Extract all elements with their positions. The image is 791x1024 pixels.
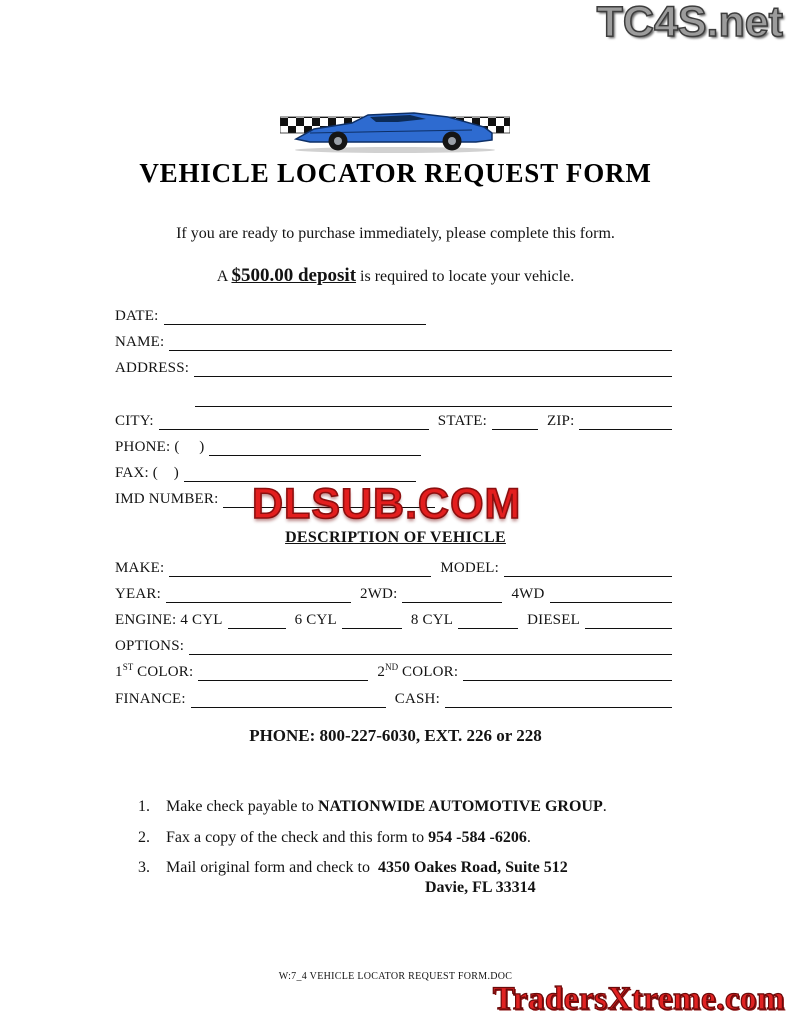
first-color-ordinal: ST: [122, 662, 134, 672]
document-filename: W:7_4 VEHICLE LOCATOR REQUEST FORM.DOC: [278, 971, 513, 982]
instruction-3-number: 3.: [138, 859, 150, 876]
model-label: MODEL:: [440, 560, 500, 576]
instruction-2-pre: Fax a copy of the check and this form to: [166, 829, 429, 846]
8cyl-field-line[interactable]: [458, 612, 518, 629]
phone-label: PHONE: ( ): [115, 439, 205, 455]
tc4s-watermark: TC4S.net: [596, 0, 783, 46]
phone-field-line[interactable]: [209, 439, 421, 456]
instruction-1: [138, 798, 678, 816]
instruction-2: [138, 829, 678, 847]
6cyl-label: 6 CYL: [294, 612, 337, 628]
date-field-line[interactable]: [164, 308, 426, 325]
sports-car-image: [280, 102, 510, 154]
2wd-field-line[interactable]: [402, 586, 502, 603]
deposit-text: [0, 265, 791, 287]
instruction-3-text: [166, 859, 568, 877]
second-color-text: COLOR:: [398, 664, 459, 680]
second-color-label: [377, 662, 463, 681]
fax-label: FAX: ( ): [115, 465, 180, 481]
city-field-line[interactable]: [159, 413, 429, 430]
make-label: MAKE:: [115, 560, 165, 576]
cash-label: CASH:: [394, 691, 440, 707]
name-field-line[interactable]: [169, 334, 672, 351]
car-clipart: [280, 102, 510, 154]
6cyl-field-line[interactable]: [342, 612, 402, 629]
options-row: [115, 635, 672, 655]
date-label: DATE:: [115, 308, 159, 324]
tradersxtreme-watermark: TradersXtreme.com: [492, 981, 785, 1017]
state-label: STATE:: [437, 413, 487, 429]
instruction-3-bold: 4350 Oakes Road, Suite 512: [377, 859, 568, 876]
zip-label: ZIP:: [546, 413, 575, 429]
name-label: NAME:: [115, 334, 165, 350]
diesel-field-line[interactable]: [585, 612, 672, 629]
city-label: CITY:: [115, 413, 154, 429]
name-row: [115, 331, 672, 351]
instruction-1-bold: NATIONWIDE AUTOMOTIVE GROUP: [317, 798, 603, 815]
second-color-field-line[interactable]: [463, 664, 672, 681]
deposit-suffix: is required to locate your vehicle.: [356, 268, 575, 285]
deposit-prefix: A: [216, 268, 232, 285]
year-label: YEAR:: [115, 586, 161, 602]
address-row: [115, 357, 672, 377]
model-field-line[interactable]: [504, 560, 672, 577]
options-label: OPTIONS:: [115, 638, 185, 654]
fax-row: [115, 462, 672, 482]
deposit-amount: $500.00 deposit: [231, 265, 357, 286]
instruction-1-post: .: [602, 798, 607, 815]
dlsub-watermark: DLSUB.COM: [252, 480, 522, 528]
state-field-line[interactable]: [492, 413, 538, 430]
form-title: VEHICLE LOCATOR REQUEST FORM: [139, 158, 652, 188]
first-color-field-line[interactable]: [198, 664, 368, 681]
make-model-row: [115, 557, 672, 577]
4cyl-field-line[interactable]: [228, 612, 286, 629]
year-drive-row: [115, 583, 672, 603]
address-label: ADDRESS:: [115, 360, 190, 376]
cash-field-line[interactable]: [445, 691, 672, 708]
engine-row: [115, 609, 672, 629]
2wd-label: 2WD:: [360, 586, 398, 602]
4wd-label: 4WD: [511, 586, 545, 602]
instruction-2-bold: 954 -584 -6206: [428, 829, 527, 846]
description-of-vehicle-heading: DESCRIPTION OF VEHICLE: [285, 529, 506, 546]
finance-field-line[interactable]: [191, 691, 386, 708]
diesel-label: DIESEL: [527, 612, 580, 628]
first-color-num: 1: [115, 664, 123, 680]
imd-number-label: IMD NUMBER:: [115, 491, 219, 507]
first-color-label: [115, 662, 198, 681]
city-state-zip-row: [115, 410, 672, 430]
make-field-line[interactable]: [169, 560, 431, 577]
second-color-num: 2: [377, 664, 386, 680]
finance-cash-row: [115, 688, 672, 708]
8cyl-label: 8 CYL: [410, 612, 454, 628]
car-shadow: [295, 147, 495, 153]
first-color-text: COLOR:: [133, 664, 194, 680]
address-field-line[interactable]: [194, 360, 672, 377]
instruction-2-post: .: [526, 829, 531, 846]
engine-4cyl-label: ENGINE: 4 CYL: [115, 612, 223, 628]
instruction-1-pre: Make check payable to: [166, 798, 318, 815]
colors-row: [115, 661, 672, 681]
instruction-2-number: 2.: [138, 829, 150, 846]
instruction-1-text: [166, 798, 607, 816]
instruction-1-number: 1.: [138, 798, 150, 815]
zip-field-line[interactable]: [579, 413, 672, 430]
second-color-ordinal: ND: [385, 662, 399, 672]
instruction-3-pre: Mail original form and check to: [166, 859, 378, 876]
instruction-2-text: [166, 829, 531, 847]
intro-text: If you are ready to purchase immediately, please complete this form.: [176, 225, 615, 242]
phone-row: [115, 436, 672, 456]
contact-phone-line: PHONE: 800-227-6030, EXT. 226 or 228: [249, 726, 542, 745]
address-row-2: [115, 387, 672, 407]
instruction-3: [138, 859, 678, 877]
options-field-line[interactable]: [189, 638, 672, 655]
year-field-line[interactable]: [166, 586, 351, 603]
address-field-line-2[interactable]: [195, 390, 672, 407]
finance-label: FINANCE:: [115, 691, 186, 707]
instruction-3-address-line-2: Davie, FL 33314: [425, 879, 536, 896]
4wd-field-line[interactable]: [550, 586, 672, 603]
date-row: [115, 305, 672, 325]
